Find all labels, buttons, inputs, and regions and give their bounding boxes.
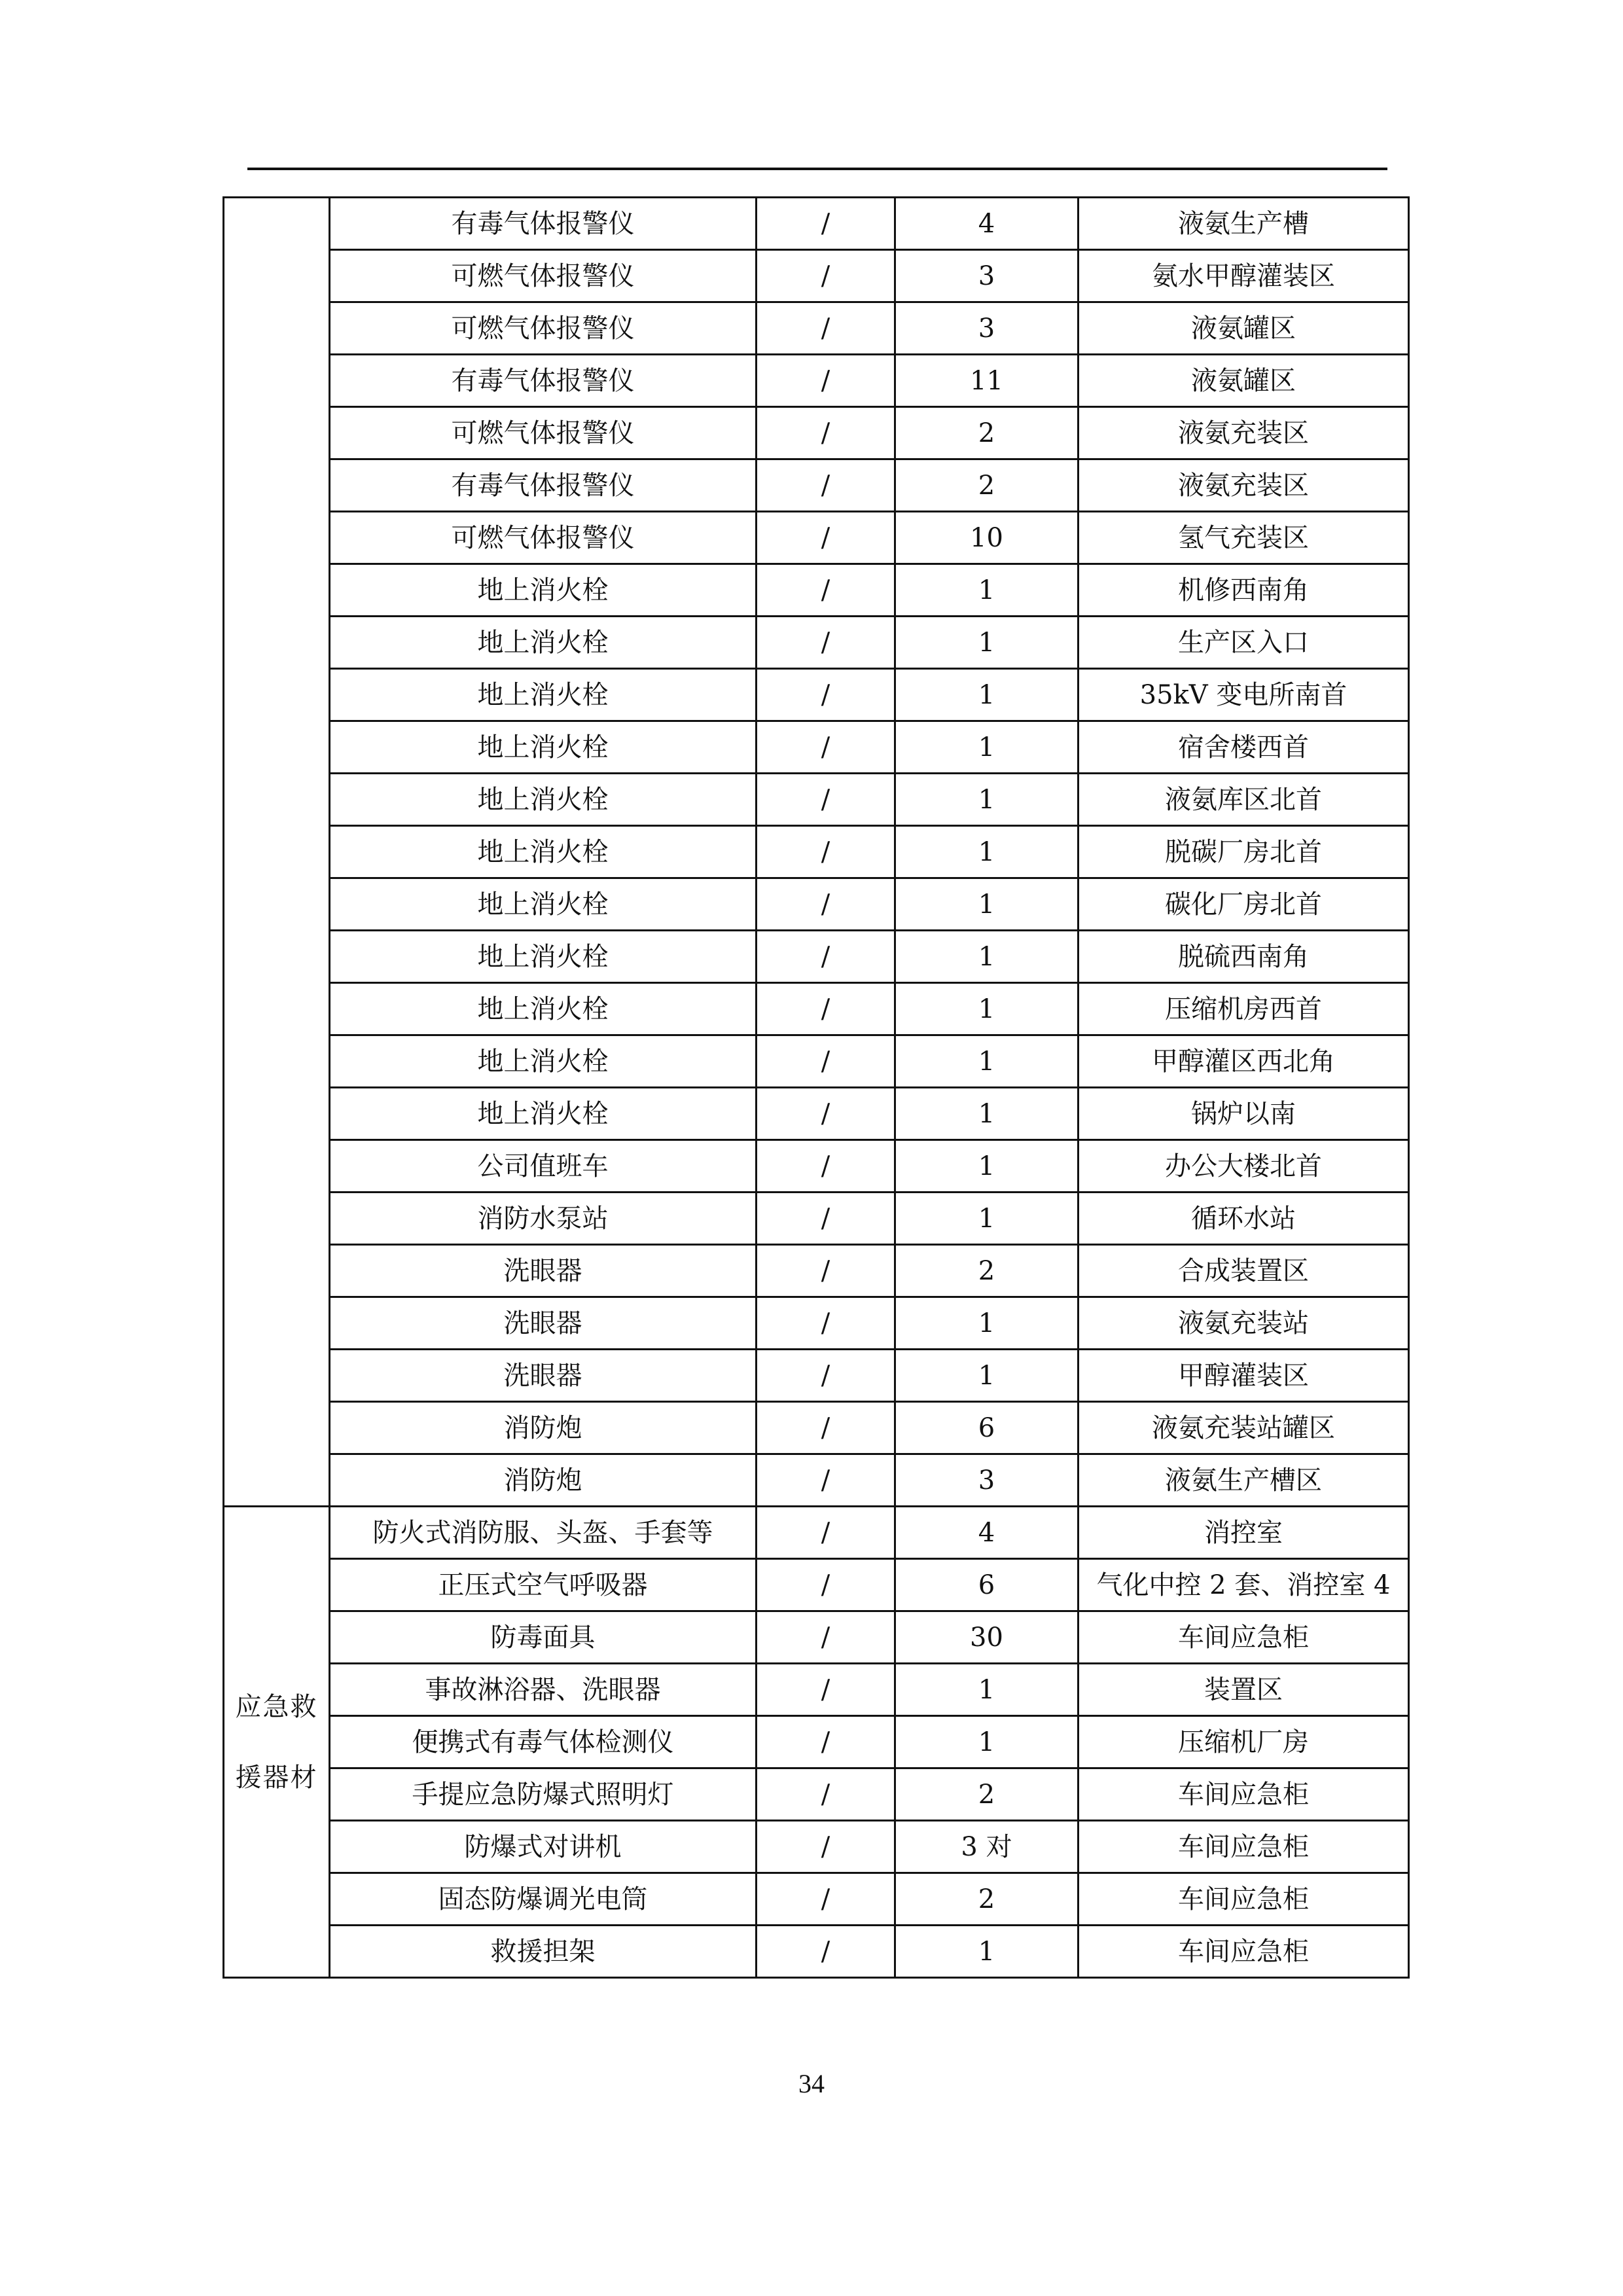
location-cell: 装置区 xyxy=(1079,1664,1409,1716)
spec-cell: / xyxy=(757,1193,895,1245)
spec-cell: / xyxy=(757,1088,895,1140)
spec-cell: / xyxy=(757,198,895,250)
spec-cell: / xyxy=(757,617,895,669)
location-cell: 液氨充装站罐区 xyxy=(1079,1402,1409,1454)
quantity-cell: 3 xyxy=(895,302,1079,355)
quantity-cell: 1 xyxy=(895,826,1079,878)
quantity-cell: 1 xyxy=(895,1716,1079,1768)
spec-cell: / xyxy=(757,1297,895,1350)
equipment-name-cell: 防毒面具 xyxy=(330,1611,757,1664)
table-row xyxy=(224,1873,1409,1926)
spec-cell: / xyxy=(757,826,895,878)
equipment-name-cell: 事故淋浴器、洗眼器 xyxy=(330,1664,757,1716)
location-cell: 车间应急柜 xyxy=(1079,1873,1409,1926)
location-cell: 循环水站 xyxy=(1079,1193,1409,1245)
equipment-name-cell: 有毒气体报警仪 xyxy=(330,355,757,407)
quantity-cell: 3 xyxy=(895,250,1079,302)
table-row xyxy=(224,564,1409,617)
equipment-table xyxy=(223,196,1410,1979)
table-row xyxy=(224,617,1409,669)
equipment-name-cell: 有毒气体报警仪 xyxy=(330,459,757,512)
location-cell: 宿舍楼西首 xyxy=(1079,721,1409,774)
location-cell: 车间应急柜 xyxy=(1079,1926,1409,1978)
table-row xyxy=(224,1821,1409,1873)
spec-cell: / xyxy=(757,1821,895,1873)
table-row xyxy=(224,1926,1409,1978)
quantity-cell: 2 xyxy=(895,407,1079,459)
spec-cell: / xyxy=(757,1507,895,1559)
location-cell: 碳化厂房北首 xyxy=(1079,878,1409,931)
equipment-name-cell: 洗眼器 xyxy=(330,1245,757,1297)
quantity-cell: 6 xyxy=(895,1402,1079,1454)
spec-cell: / xyxy=(757,459,895,512)
quantity-cell: 4 xyxy=(895,198,1079,250)
equipment-name-cell: 可燃气体报警仪 xyxy=(330,512,757,564)
spec-cell: / xyxy=(757,1559,895,1611)
location-cell: 液氨罐区 xyxy=(1079,302,1409,355)
location-cell: 脱硫西南角 xyxy=(1079,931,1409,983)
location-cell: 车间应急柜 xyxy=(1079,1611,1409,1664)
equipment-name-cell: 公司值班车 xyxy=(330,1140,757,1193)
quantity-cell: 2 xyxy=(895,1873,1079,1926)
location-cell: 35kV 变电所南首 xyxy=(1079,669,1409,721)
table-row xyxy=(224,1402,1409,1454)
table-row xyxy=(224,721,1409,774)
quantity-cell: 6 xyxy=(895,1559,1079,1611)
quantity-cell: 1 xyxy=(895,931,1079,983)
quantity-cell: 2 xyxy=(895,1768,1079,1821)
table-row xyxy=(224,459,1409,512)
header-rule xyxy=(247,168,1387,170)
quantity-cell: 3 xyxy=(895,1454,1079,1507)
table-row xyxy=(224,1454,1409,1507)
category-label: 应急救援器材 xyxy=(235,1691,318,1793)
quantity-cell: 11 xyxy=(895,355,1079,407)
equipment-name-cell: 救援担架 xyxy=(330,1926,757,1978)
quantity-cell: 1 xyxy=(895,1297,1079,1350)
quantity-cell: 2 xyxy=(895,459,1079,512)
location-cell: 气化中控 2 套、消控室 4 xyxy=(1079,1559,1409,1611)
spec-cell: / xyxy=(757,1926,895,1978)
spec-cell: / xyxy=(757,250,895,302)
quantity-cell: 1 xyxy=(895,878,1079,931)
quantity-cell: 1 xyxy=(895,774,1079,826)
quantity-cell: 1 xyxy=(895,669,1079,721)
table-row xyxy=(224,1245,1409,1297)
quantity-cell: 4 xyxy=(895,1507,1079,1559)
quantity-cell: 10 xyxy=(895,512,1079,564)
spec-cell: / xyxy=(757,774,895,826)
spec-cell: / xyxy=(757,564,895,617)
equipment-name-cell: 地上消火栓 xyxy=(330,826,757,878)
spec-cell: / xyxy=(757,1402,895,1454)
table-row xyxy=(224,1193,1409,1245)
equipment-name-cell: 防爆式对讲机 xyxy=(330,1821,757,1873)
location-cell: 脱碳厂房北首 xyxy=(1079,826,1409,878)
location-cell: 甲醇灌区西北角 xyxy=(1079,1035,1409,1088)
table-row xyxy=(224,250,1409,302)
table-row xyxy=(224,1768,1409,1821)
quantity-cell: 1 xyxy=(895,1088,1079,1140)
spec-cell: / xyxy=(757,1611,895,1664)
quantity-cell: 1 xyxy=(895,617,1079,669)
spec-cell: / xyxy=(757,407,895,459)
equipment-name-cell: 可燃气体报警仪 xyxy=(330,407,757,459)
equipment-name-cell: 手提应急防爆式照明灯 xyxy=(330,1768,757,1821)
spec-cell: / xyxy=(757,1716,895,1768)
location-cell: 液氨生产槽 xyxy=(1079,198,1409,250)
table-row xyxy=(224,1611,1409,1664)
spec-cell: / xyxy=(757,1768,895,1821)
spec-cell: / xyxy=(757,983,895,1035)
table-row xyxy=(224,983,1409,1035)
spec-cell: / xyxy=(757,931,895,983)
location-cell: 液氨充装区 xyxy=(1079,459,1409,512)
quantity-cell: 1 xyxy=(895,1926,1079,1978)
equipment-name-cell: 消防水泵站 xyxy=(330,1193,757,1245)
category-cell xyxy=(224,198,330,1507)
location-cell: 液氨库区北首 xyxy=(1079,774,1409,826)
equipment-name-cell: 地上消火栓 xyxy=(330,983,757,1035)
spec-cell: / xyxy=(757,1140,895,1193)
spec-cell: / xyxy=(757,721,895,774)
table-row xyxy=(224,669,1409,721)
location-cell: 甲醇灌装区 xyxy=(1079,1350,1409,1402)
table-row xyxy=(224,878,1409,931)
equipment-name-cell: 地上消火栓 xyxy=(330,931,757,983)
equipment-name-cell: 地上消火栓 xyxy=(330,878,757,931)
table-row xyxy=(224,1035,1409,1088)
spec-cell: / xyxy=(757,512,895,564)
equipment-name-cell: 固态防爆调光电筒 xyxy=(330,1873,757,1926)
table-row xyxy=(224,512,1409,564)
page-number: 34 xyxy=(798,2069,825,2098)
table-row xyxy=(224,826,1409,878)
equipment-name-cell: 地上消火栓 xyxy=(330,564,757,617)
quantity-cell: 1 xyxy=(895,1035,1079,1088)
location-cell: 压缩机房西首 xyxy=(1079,983,1409,1035)
table-row xyxy=(224,774,1409,826)
location-cell: 办公大楼北首 xyxy=(1079,1140,1409,1193)
spec-cell: / xyxy=(757,1035,895,1088)
table-row xyxy=(224,1297,1409,1350)
quantity-cell: 1 xyxy=(895,1193,1079,1245)
location-cell: 车间应急柜 xyxy=(1079,1821,1409,1873)
table-row xyxy=(224,302,1409,355)
quantity-cell: 1 xyxy=(895,564,1079,617)
spec-cell: / xyxy=(757,1454,895,1507)
table-row xyxy=(224,1716,1409,1768)
table-row xyxy=(224,407,1409,459)
equipment-name-cell: 便携式有毒气体检测仪 xyxy=(330,1716,757,1768)
equipment-name-cell: 地上消火栓 xyxy=(330,774,757,826)
table-row xyxy=(224,1507,1409,1559)
equipment-name-cell: 地上消火栓 xyxy=(330,617,757,669)
location-cell: 氢气充装区 xyxy=(1079,512,1409,564)
equipment-name-cell: 洗眼器 xyxy=(330,1350,757,1402)
location-cell: 车间应急柜 xyxy=(1079,1768,1409,1821)
equipment-name-cell: 可燃气体报警仪 xyxy=(330,250,757,302)
location-cell: 液氨充装站 xyxy=(1079,1297,1409,1350)
location-cell: 生产区入口 xyxy=(1079,617,1409,669)
equipment-name-cell: 消防炮 xyxy=(330,1454,757,1507)
equipment-name-cell: 地上消火栓 xyxy=(330,669,757,721)
quantity-cell: 1 xyxy=(895,1350,1079,1402)
quantity-cell: 3 对 xyxy=(895,1821,1079,1873)
spec-cell: / xyxy=(757,1350,895,1402)
equipment-name-cell: 可燃气体报警仪 xyxy=(330,302,757,355)
quantity-cell: 1 xyxy=(895,1140,1079,1193)
location-cell: 压缩机厂房 xyxy=(1079,1716,1409,1768)
equipment-name-cell: 地上消火栓 xyxy=(330,1035,757,1088)
equipment-name-cell: 有毒气体报警仪 xyxy=(330,198,757,250)
spec-cell: / xyxy=(757,1664,895,1716)
location-cell: 氨水甲醇灌装区 xyxy=(1079,250,1409,302)
location-cell: 液氨生产槽区 xyxy=(1079,1454,1409,1507)
spec-cell: / xyxy=(757,1245,895,1297)
category-cell xyxy=(224,1507,330,1978)
equipment-name-cell: 正压式空气呼吸器 xyxy=(330,1559,757,1611)
equipment-name-cell: 洗眼器 xyxy=(330,1297,757,1350)
location-cell: 合成装置区 xyxy=(1079,1245,1409,1297)
table-row xyxy=(224,355,1409,407)
spec-cell: / xyxy=(757,355,895,407)
table-row xyxy=(224,1664,1409,1716)
equipment-name-cell: 地上消火栓 xyxy=(330,1088,757,1140)
location-cell: 机修西南角 xyxy=(1079,564,1409,617)
spec-cell: / xyxy=(757,878,895,931)
quantity-cell: 2 xyxy=(895,1245,1079,1297)
equipment-name-cell: 消防炮 xyxy=(330,1402,757,1454)
table-row xyxy=(224,1350,1409,1402)
table-row xyxy=(224,198,1409,250)
quantity-cell: 1 xyxy=(895,983,1079,1035)
location-cell: 液氨罐区 xyxy=(1079,355,1409,407)
location-cell: 锅炉以南 xyxy=(1079,1088,1409,1140)
table-row xyxy=(224,931,1409,983)
quantity-cell: 1 xyxy=(895,721,1079,774)
equipment-table-body xyxy=(224,198,1409,1978)
table-row xyxy=(224,1559,1409,1611)
quantity-cell: 30 xyxy=(895,1611,1079,1664)
quantity-cell: 1 xyxy=(895,1664,1079,1716)
table-row xyxy=(224,1140,1409,1193)
equipment-name-cell: 防火式消防服、头盔、手套等 xyxy=(330,1507,757,1559)
spec-cell: / xyxy=(757,1873,895,1926)
table-row xyxy=(224,1088,1409,1140)
location-cell: 液氨充装区 xyxy=(1079,407,1409,459)
equipment-name-cell: 地上消火栓 xyxy=(330,721,757,774)
location-cell: 消控室 xyxy=(1079,1507,1409,1559)
spec-cell: / xyxy=(757,669,895,721)
spec-cell: / xyxy=(757,302,895,355)
